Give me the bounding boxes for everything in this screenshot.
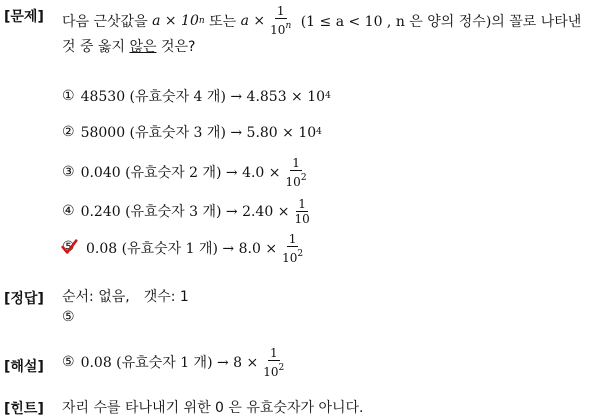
choice-5-marker: ⑤	[62, 238, 82, 258]
answer-choice: ⑤	[62, 309, 75, 325]
question-fraction: $\frac{1}{10^n}$	[270, 4, 292, 37]
explanation-line: ⑤ 0.08 (유효숫자 1 개) → 8 × $\frac{1}{10^2}$	[62, 345, 285, 379]
answer-summary: 순서: 없음, 갯수: 1	[62, 289, 189, 305]
checkmark-icon	[60, 238, 78, 256]
underlined-word: 않은	[129, 39, 157, 55]
hint-label: [힌트]	[4, 401, 44, 417]
choice-3[interactable]: ③ 0.040 (유효숫자 2 개) → 4.0 × $\frac{1}{10^2}$	[62, 155, 307, 189]
choice-5-fraction: $\frac{1}{10^2}$	[282, 231, 304, 265]
question-label: [문제]	[4, 9, 44, 25]
explanation-label: [해설]	[4, 359, 44, 375]
choice-3-fraction: $\frac{1}{10^2}$	[285, 155, 307, 189]
choice-2[interactable]: ② 58000 (유효숫자 3 개) → 5.80 × 10 4	[62, 124, 322, 141]
choice-4[interactable]: ④ 0.240 (유효숫자 3 개) → 2.40 × $\frac{1}{10}$	[62, 196, 310, 226]
question-line-1: 다음 근삿값을 a × 10 n 또는 a × $\frac{1}{10^n}$ (1 ≤ a < 10 , n 은 양의 정수)의 꼴로 나타낸	[62, 4, 582, 37]
answer-label: [정답]	[4, 291, 44, 307]
choice-4-fraction: $\frac{1}{10}$	[294, 196, 310, 226]
question-line-2: 것 중 옳지 않은 것은?	[62, 39, 196, 55]
choice-1[interactable]: ① 48530 (유효숫자 4 개) → 4.853 × 10 4	[62, 88, 331, 105]
explanation-fraction: $\frac{1}{10^2}$	[263, 345, 285, 379]
choice-5[interactable]: ⑤ 0.08 (유효숫자 1 개) → 8.0 × $\frac{1}{10^2}$	[62, 231, 304, 265]
hint-text: 자리 수를 타나내기 위한 0 은 유효숫자가 아니다.	[62, 400, 364, 416]
